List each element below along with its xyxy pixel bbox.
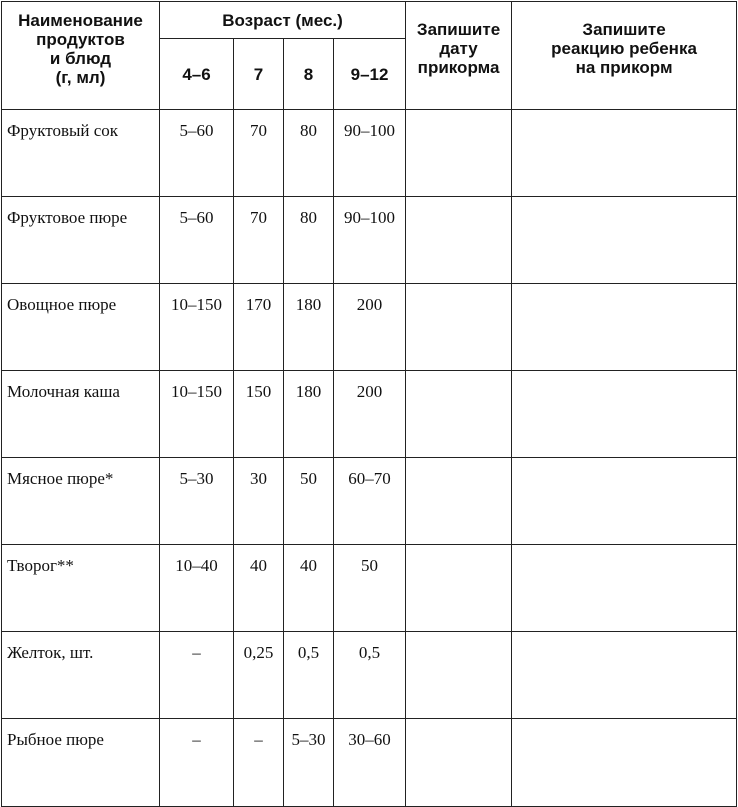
amount-7: 170 [234, 284, 284, 371]
header-product-name [2, 2, 160, 110]
amount-4-6: 5–60 [160, 197, 234, 284]
amount-7: – [234, 719, 284, 807]
header-date-note [406, 2, 512, 110]
header-date-line: Запишите [416, 20, 501, 39]
product-name: Мясное пюре* [2, 458, 160, 545]
date-entry-cell[interactable] [406, 545, 512, 632]
amount-4-6: – [160, 719, 234, 807]
amount-9-12: 60–70 [334, 458, 406, 545]
header-age-9-12: 9–12 [334, 39, 406, 110]
reaction-entry-cell[interactable] [512, 545, 737, 632]
amount-8: 40 [284, 545, 334, 632]
table-row-fruit-puree [2, 197, 737, 284]
amount-4-6: 10–150 [160, 284, 234, 371]
table-row-fruit-juice [2, 110, 737, 197]
product-name: Желток, шт. [2, 632, 160, 719]
date-entry-cell[interactable] [406, 458, 512, 545]
date-entry-cell[interactable] [406, 719, 512, 807]
header-name-line: продуктов [36, 30, 125, 49]
table-row-egg-yolk [2, 632, 737, 719]
amount-7: 30 [234, 458, 284, 545]
complementary-feeding-table [1, 1, 737, 807]
reaction-entry-cell[interactable] [512, 110, 737, 197]
amount-4-6: 10–150 [160, 371, 234, 458]
header-reaction-line: реакцию ребенка [551, 39, 697, 58]
amount-7: 150 [234, 371, 284, 458]
date-entry-cell[interactable] [406, 371, 512, 458]
header-date-line: прикорма [417, 58, 500, 77]
header-date-line: дату [439, 39, 478, 58]
amount-7: 0,25 [234, 632, 284, 719]
amount-8: 50 [284, 458, 334, 545]
amount-4-6: 5–30 [160, 458, 234, 545]
table-row-vegetable-puree [2, 284, 737, 371]
product-name: Фруктовое пюре [2, 197, 160, 284]
product-name: Молочная каша [2, 371, 160, 458]
date-entry-cell[interactable] [406, 110, 512, 197]
date-entry-cell[interactable] [406, 632, 512, 719]
table-row-fish-puree [2, 719, 737, 807]
amount-9-12: 30–60 [334, 719, 406, 807]
table-row-milk-porridge [2, 371, 737, 458]
header-reaction-line: Запишите [582, 20, 666, 39]
amount-8: 180 [284, 284, 334, 371]
amount-8: 5–30 [284, 719, 334, 807]
amount-9-12: 90–100 [334, 110, 406, 197]
product-name: Овощное пюре [2, 284, 160, 371]
amount-9-12: 90–100 [334, 197, 406, 284]
date-entry-cell[interactable] [406, 197, 512, 284]
header-age-8: 8 [284, 39, 334, 110]
product-name: Творог** [2, 545, 160, 632]
amount-9-12: 200 [334, 284, 406, 371]
reaction-entry-cell[interactable] [512, 458, 737, 545]
amount-8: 0,5 [284, 632, 334, 719]
product-name: Рыбное пюре [2, 719, 160, 807]
header-name-line: Наименование [18, 11, 143, 30]
amount-7: 70 [234, 110, 284, 197]
amount-7: 40 [234, 545, 284, 632]
reaction-entry-cell[interactable] [512, 719, 737, 807]
header-reaction-note [512, 2, 737, 110]
header-name-line: и блюд [49, 49, 112, 68]
header-age-group: Возраст (мес.) [160, 2, 406, 39]
amount-7: 70 [234, 197, 284, 284]
amount-9-12: 50 [334, 545, 406, 632]
amount-4-6: 5–60 [160, 110, 234, 197]
header-row-top [2, 2, 737, 39]
table-row-cottage-cheese [2, 545, 737, 632]
reaction-entry-cell[interactable] [512, 632, 737, 719]
table-row-meat-puree [2, 458, 737, 545]
header-reaction-line: на прикорм [575, 58, 673, 77]
product-name: Фруктовый сок [2, 110, 160, 197]
header-age-4-6: 4–6 [160, 39, 234, 110]
amount-9-12: 0,5 [334, 632, 406, 719]
reaction-entry-cell[interactable] [512, 197, 737, 284]
reaction-entry-cell[interactable] [512, 284, 737, 371]
amount-8: 80 [284, 110, 334, 197]
amount-4-6: – [160, 632, 234, 719]
header-age-7: 7 [234, 39, 284, 110]
amount-9-12: 200 [334, 371, 406, 458]
amount-8: 80 [284, 197, 334, 284]
amount-4-6: 10–40 [160, 545, 234, 632]
reaction-entry-cell[interactable] [512, 371, 737, 458]
header-name-line: (г, мл) [55, 68, 106, 87]
amount-8: 180 [284, 371, 334, 458]
date-entry-cell[interactable] [406, 284, 512, 371]
